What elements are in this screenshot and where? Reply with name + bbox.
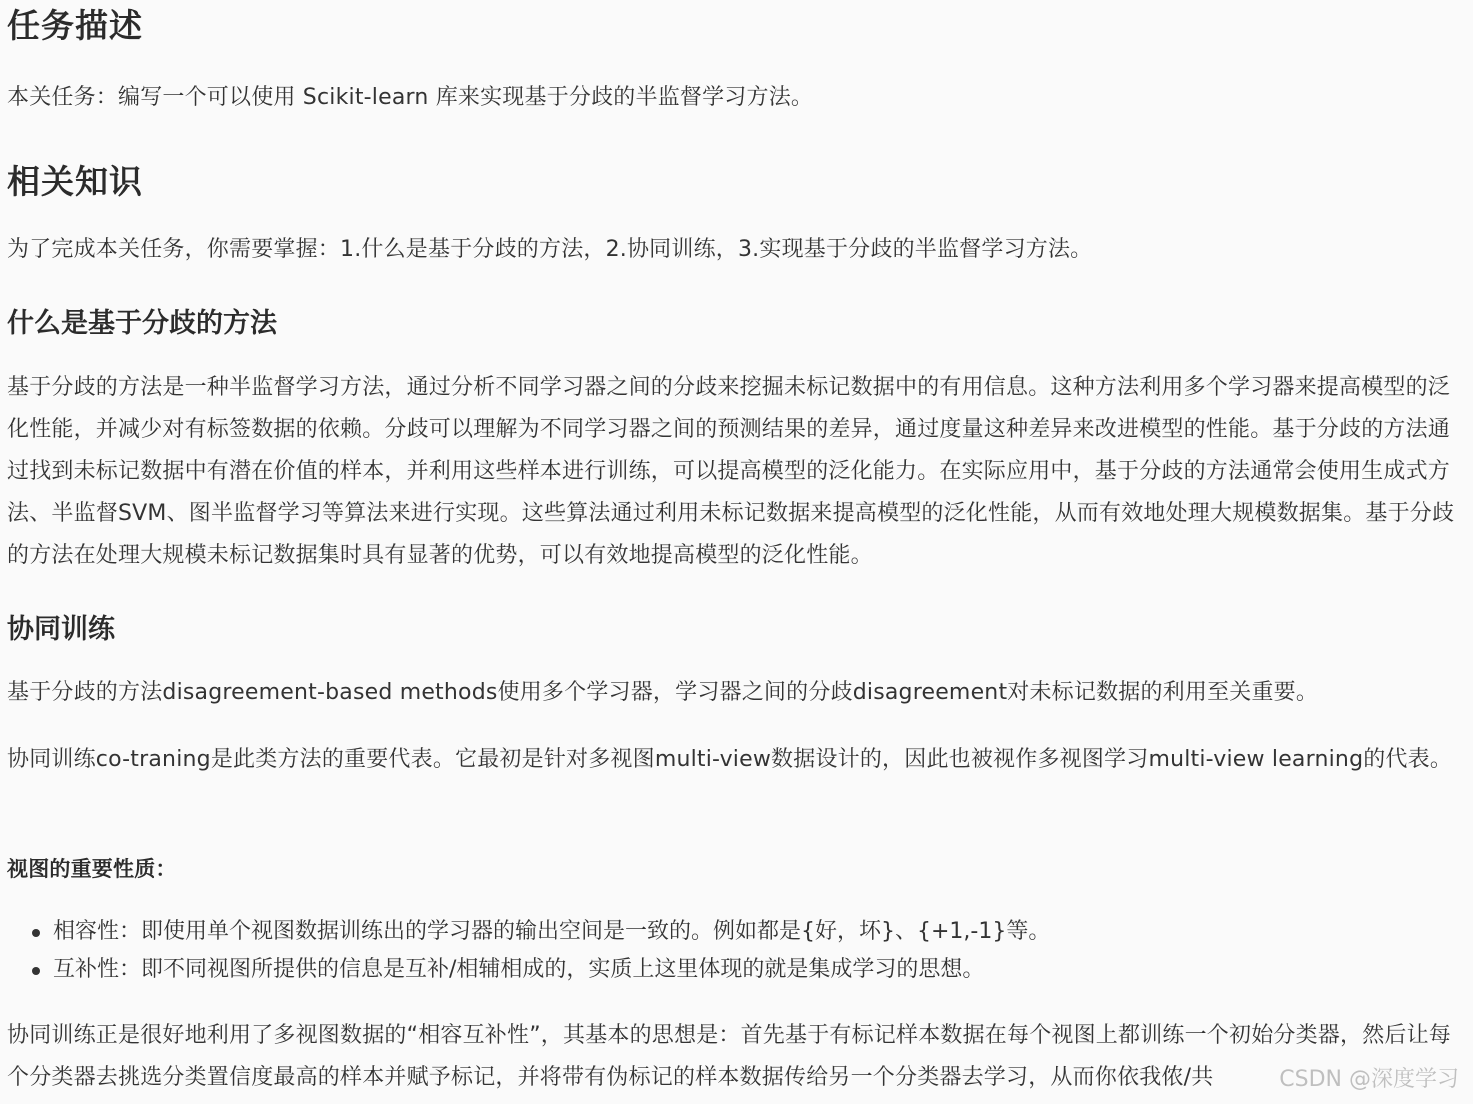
- list-item: 互补性：即不同视图所提供的信息是互补/相辅相成的，实质上这里体现的就是集成学习的思想。: [53, 951, 1050, 989]
- knowledge-description: 为了完成本关任务，你需要掌握：1.什么是基于分歧的方法，2.协同训练，3.实现基于分歧的半监督学习方法。: [7, 237, 1093, 262]
- disagreement-method-paragraph: 基于分歧的方法是一种半监督学习方法，通过分析不同学习器之间的分歧来挖掘未标记数据中的有用信息。这种方法利用多个学习器来提高模型的泛化性能，并减少对有标签数据的依赖。分歧可以理解为不同学习器之间的预测结果的差异，通过度量这种差异来改进模型的性能。基于分歧的方法通过找到未标记数据中有潜在价值的样本，并利用这些样本进行训练，可以提高模型的泛化能力。在实际应用中，基于分歧的方法通常会使用生成式方法、半监督SVM、图半监督学习等算法来进行实现。这些算法通过利用未标记数据来提高模型的泛化性能，从而有效地处理大规模数据集。基于分歧的方法在处理大规模未标记数据集时具有显著的优势，可以有效地提高模型的泛化性能。: [7, 375, 1455, 568]
- section-heading-task: 任务描述: [7, 6, 143, 45]
- section-heading-knowledge: 相关知识: [7, 162, 143, 201]
- view-properties-label: 视图的重要性质：: [7, 857, 177, 881]
- co-training-paragraph-2: 协同训练co-traning是此类方法的重要代表。它最初是针对多视图multi-view数据设计的，因此也被视作多视图学习multi-view learning的代表。: [7, 747, 1453, 772]
- watermark: CSDN @深度学习: [1279, 1067, 1459, 1092]
- subheading-co-training: 协同训练: [7, 614, 115, 645]
- view-properties-list: [7, 913, 1050, 989]
- co-training-paragraph-1: 基于分歧的方法disagreement-based methods使用多个学习器，学习器之间的分歧disagreement对未标记数据的利用至关重要。: [7, 680, 1319, 705]
- task-description: 本关任务：编写一个可以使用 Scikit-learn 库来实现基于分歧的半监督学习方法。: [7, 85, 814, 110]
- co-training-paragraph-3: 协同训练正是很好地利用了多视图数据的“相容互补性”，其基本的思想是：首先基于有标记样本数据在每个视图上都训练一个初始分类器，然后让每个分类器去挑选分类置信度最高的样本并赋予标记，并将带有伪标记的样本数据传给另一个分类器去学习，从而你依我侬/共: [7, 1023, 1451, 1090]
- list-item: 相容性：即使用单个视图数据训练出的学习器的输出空间是一致的。例如都是{好，坏}、{+1,-1}等。: [53, 913, 1050, 951]
- subheading-disagreement-method: 什么是基于分歧的方法: [7, 308, 277, 339]
